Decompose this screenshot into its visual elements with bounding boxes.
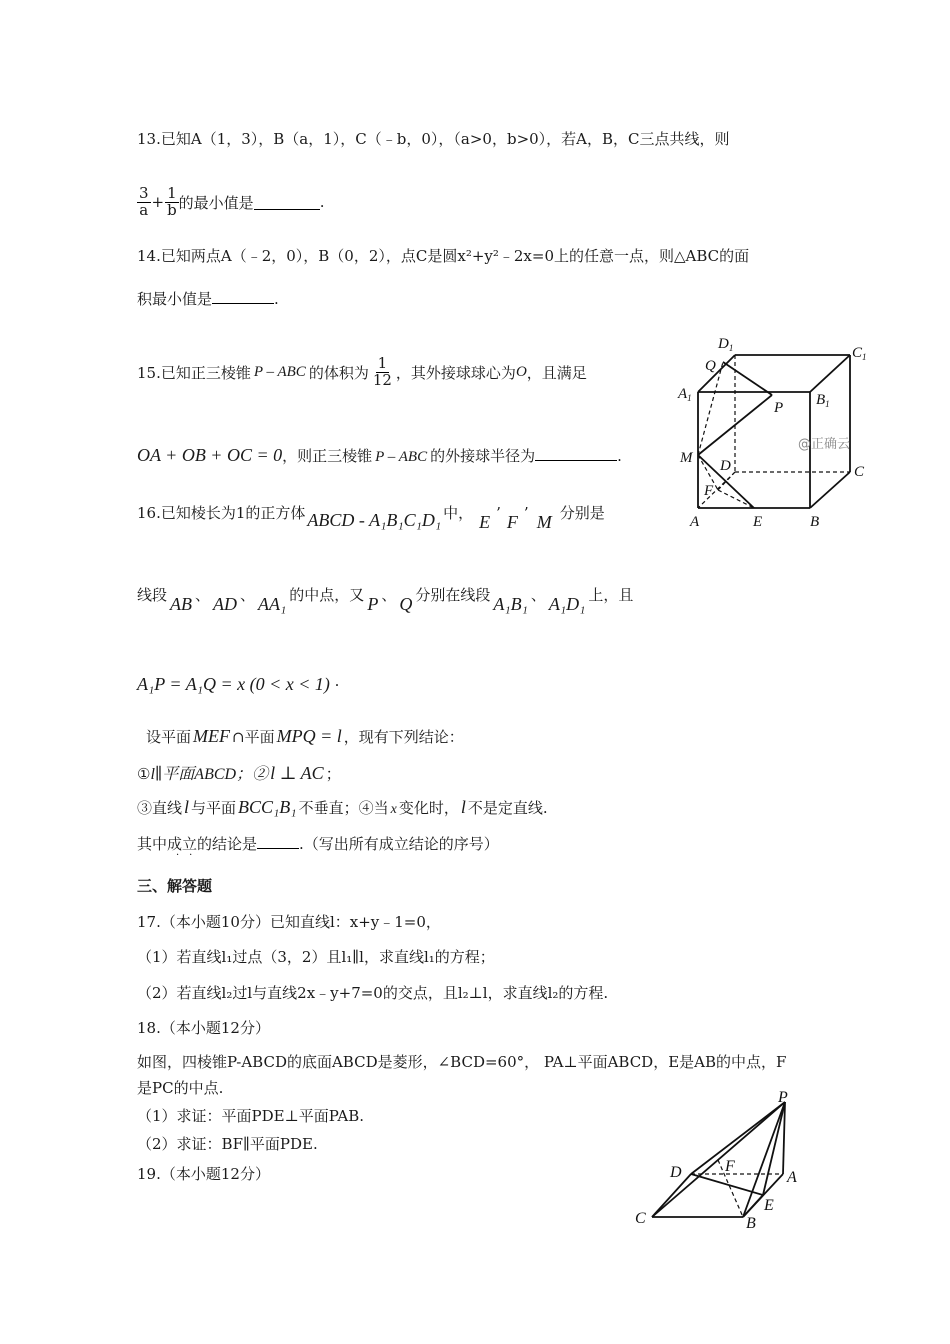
q18-body1: 如图，四棱锥P-ABCD的底面ABCD是菱形，∠BCD=60°， PA⊥平面ABCD，E是AB的中点，F	[137, 1053, 787, 1071]
label-D1: $D_1$	[718, 336, 734, 353]
q16-conclusions-1-2: ① l∥平面ABCD；② l ⊥ AC ；	[137, 763, 341, 783]
cube-figure	[670, 330, 885, 535]
label-E: E	[764, 1197, 774, 1214]
q18-body2: 是PC的中点.	[137, 1079, 224, 1097]
label-C1: $C_1$	[852, 345, 867, 362]
label-A: A	[690, 514, 700, 530]
q16-answer-line: 其中成立的结论是 .（写出所有成立结论的序号）	[137, 835, 499, 853]
label-C: C	[635, 1210, 646, 1227]
label-F: F	[704, 483, 714, 499]
q14-line2: 积最小值是 .	[137, 290, 279, 308]
label-P: P	[774, 400, 784, 416]
q15-vector-equation: OA + OB + OC = 0	[137, 445, 283, 465]
label-C: C	[854, 464, 865, 480]
q14-answer-blank[interactable]	[212, 289, 274, 304]
q13-fraction-3-over-a: $\frac{3}{a}$	[139, 184, 149, 219]
q16-line4: 设平面 MEF ∩平面 MPQ = l ，现有下列结论：	[146, 726, 464, 746]
q13-fraction-1-over-b: $\frac{1}{b}$	[167, 184, 177, 219]
label-M: M	[680, 450, 693, 466]
label-A1: $A_1$	[678, 386, 692, 403]
q16-conclusions-3-4: ③直线 l 与平面 BCC₁B₁ 不垂直；④当 x 变化时， l 不是定直线.	[137, 797, 548, 817]
q17-part2: （2）若直线l₂过l与直线2x﹣y+7=0的交点，且l₂⊥l，求直线l₂的方程.	[137, 984, 609, 1002]
section-heading: 三、解答题	[137, 877, 213, 895]
label-B1: $B_1$	[816, 392, 830, 409]
q17-part1: （1）若直线l₁过点（3，2）且l₁∥l，求直线l₁的方程；	[137, 948, 495, 966]
q16-condition: A₁P = A₁Q = x (0 < x < 1) ·	[137, 674, 340, 694]
q16-line2: 线段 AB 、 AD 、 AA₁ 的中点，又 P 、 Q 分别在线段 A₁B₁ 、 A₁D₁ 上，且	[137, 586, 634, 614]
q19-title: 19.（本小题12分）	[137, 1165, 270, 1183]
q18-part1: （1）求证：平面PDE⊥平面PAB.	[137, 1107, 365, 1125]
label-Q: Q	[705, 358, 716, 374]
q18-title: 18.（本小题12分）	[137, 1019, 270, 1037]
q13-line2: $\frac{3}{a}$ + $\frac{1}{b}$ 的最小值是 .	[139, 184, 325, 219]
emphasis-dots: ··	[176, 850, 203, 861]
label-B: B	[746, 1215, 756, 1232]
q18-part2: （2）求证：BF∥平面PDE.	[137, 1135, 318, 1153]
label-A: A	[787, 1169, 797, 1186]
q13-answer-blank[interactable]	[254, 195, 320, 210]
label-B: B	[810, 514, 820, 530]
q15-fraction-1-over-12: $\frac{1}{12}$	[372, 354, 392, 389]
pyramid-figure	[630, 1090, 810, 1240]
label-D: D	[720, 458, 731, 474]
q15-line2: OA + OB + OC = 0 ，则正三棱锥 P – ABC 的外接球半径为 .	[137, 445, 622, 465]
q15-line1: 15.已知正三棱锥 P – ABC 的体积为 $\frac{1}{12}$ ，其外接球球心为 O ，且满足	[137, 354, 587, 389]
q14-line1: 14.已知两点A（﹣2，0），B（0，2），点C是圆x²+y²﹣2x=0上的任意一点，则△ABC的面	[137, 247, 750, 265]
label-P: P	[778, 1090, 788, 1106]
label-E: E	[753, 514, 763, 530]
q16-answer-blank[interactable]	[257, 834, 299, 849]
label-F: F	[725, 1158, 735, 1175]
q13-tail: 的最小值是	[178, 193, 254, 212]
q13-line1: 13.已知A（1，3），B（a，1），C（﹣b，0），（a>0，b>0），若A，B，C三点共线，则	[137, 130, 730, 148]
q15-answer-blank[interactable]	[535, 446, 617, 461]
label-D: D	[670, 1164, 682, 1181]
q17-title: 17.（本小题10分）已知直线l：x+y﹣1=0，	[137, 913, 441, 931]
watermark: @正确云	[798, 437, 851, 452]
q16-line1: 16.已知棱长为1的正方体 ABCD - A₁B₁C₁D₁ 中， E ’ F ’ M 分别是	[137, 504, 605, 532]
